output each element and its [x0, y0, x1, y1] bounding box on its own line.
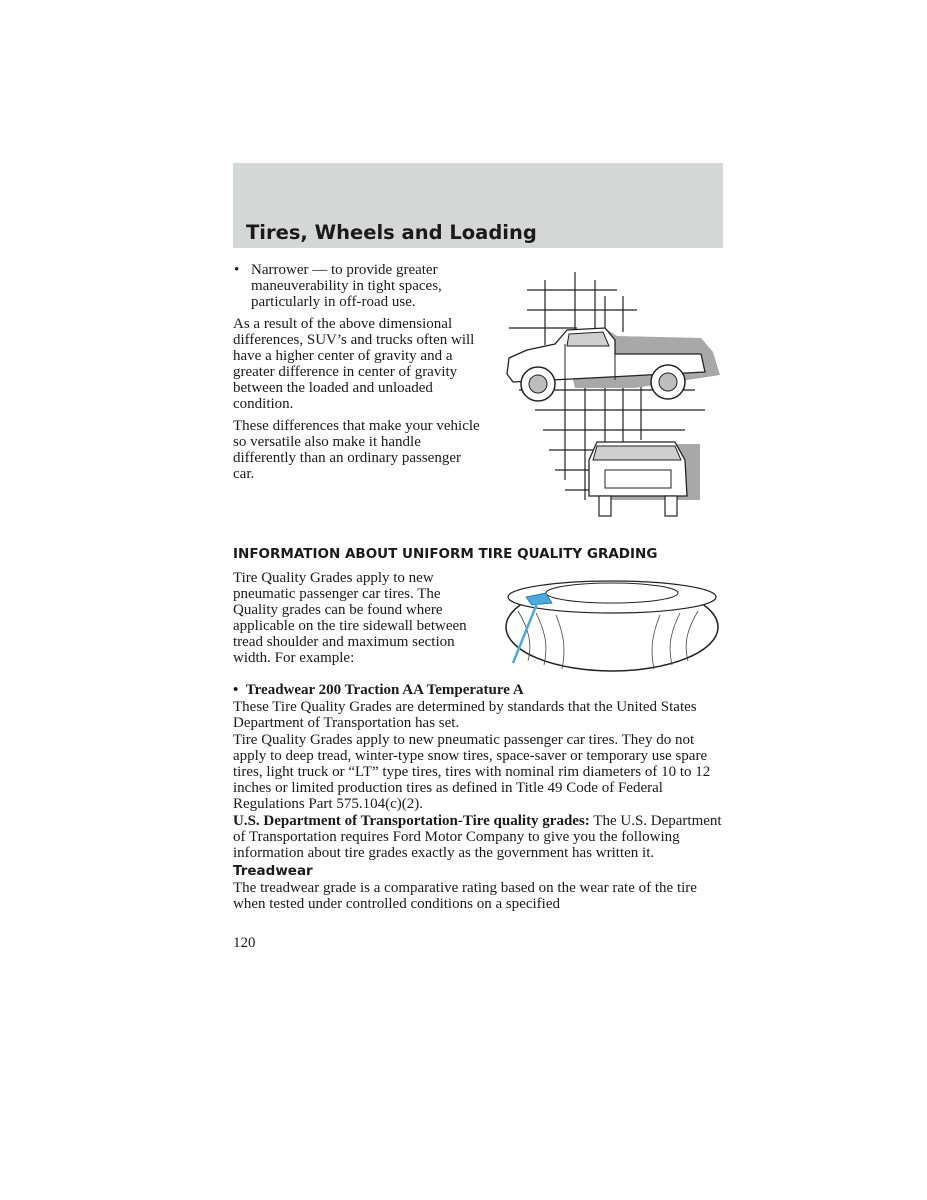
paragraph-applicability: Tire Quality Grades apply to new pneumatic passenger car tires. They do not apply to deep tread, winter-type snow tires, space-saver or temporary use spare tires, light truck or “LT” type tires, tires with nominal rim diameters of 10 to 12 inches or limited production tires as defined in Title 49 Code of Federal Regulations Part 575.104(c)(2). [233, 732, 711, 812]
treadwear-heading: Treadwear [233, 863, 313, 879]
example-bullet-text: Treadwear 200 Traction AA Temperature A [245, 682, 524, 698]
tire-sidewall-icon [500, 575, 725, 675]
bullet-narrower [233, 262, 481, 310]
paragraph-standards: These Tire Quality Grades are determined by standards that the United States Department of Transportation has set. [233, 699, 697, 731]
example-bullet [233, 682, 723, 698]
page-title: Tires, Wheels and Loading [246, 221, 537, 244]
utqg-body [233, 682, 723, 913]
section-heading-utqg: INFORMATION ABOUT UNIFORM TIRE QUALITY GRADING [233, 546, 658, 562]
paragraph-handling: These differences that make your vehicle so versatile also make it handle differently than an ordinary passenger car. [233, 418, 480, 482]
utqg-intro [233, 570, 473, 666]
truck-center-of-gravity-icon [505, 270, 725, 520]
paragraph-treadwear: The treadwear grade is a comparative rating based on the wear rate of the tire when tested under controlled conditions on a specified [233, 880, 697, 912]
page-number: 120 [233, 935, 256, 951]
bullet-text: Narrower — to provide greater maneuverability in tight spaces, particularly in off-road use. [251, 262, 442, 310]
utqg-intro-text: Tire Quality Grades apply to new pneumatic passenger car tires. The Quality grades can be found where applicable on the tire sidewall between tread shoulder and maximum section width. For example: [233, 570, 467, 666]
dot-grades-lead: U.S. Department of Transportation-Tire quality grades: [233, 813, 590, 829]
paragraph-dot-grades [233, 813, 723, 861]
header-band [233, 163, 723, 248]
dot-grades-text: The U.S. Department of Transportation requires Ford Motor Company to give you the following information about tire grades exactly as the government has written it. [233, 813, 722, 861]
intro-column [233, 262, 481, 482]
paragraph-center-of-gravity: As a result of the above dimensional differences, SUV’s and trucks often will have a higher center of gravity and a greater difference in center of gravity between the loaded and unloaded condition. [233, 316, 475, 412]
bullet-dot: • [233, 682, 239, 698]
bullet-dot: • [234, 262, 240, 278]
